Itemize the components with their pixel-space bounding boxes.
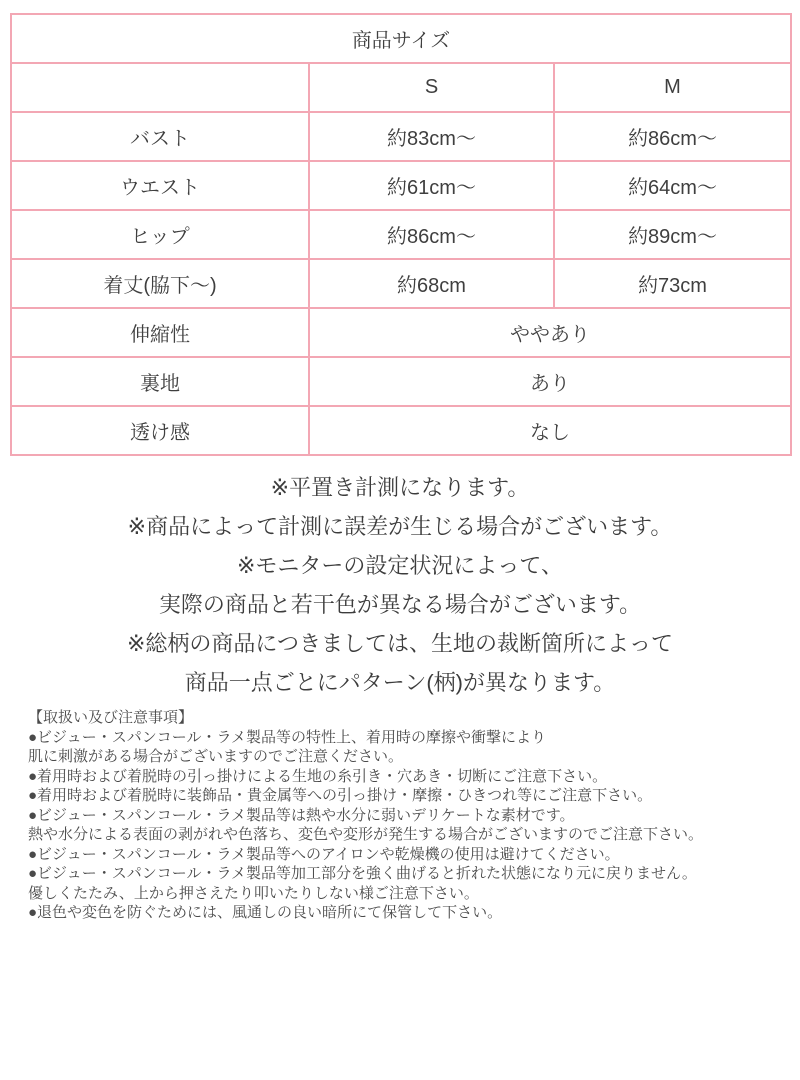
care-note-line: 優しくたたみ、上から押さえたり叩いたりしない様ご注意下さい。: [28, 884, 479, 902]
size-table-title: 商品サイズ: [11, 14, 791, 63]
size-column-header-m: M: [554, 63, 791, 112]
care-note-line: ●ビジュー・スパンコール・ラメ製品等は熱や水分に弱いデリケートな素材です。: [28, 806, 575, 824]
note-line: ※モニターの設定状況によって、: [237, 553, 563, 578]
table-row-size-header: [11, 63, 791, 112]
care-note-line: ●ビジュー・スパンコール・ラメ製品等加工部分を強く曲げると折れた状態になり元に戻りません。: [28, 865, 697, 882]
care-notes-heading: 【取扱い及び注意事項】: [28, 709, 194, 726]
table-row-bust: [11, 112, 791, 161]
table-row-waist: [11, 161, 791, 210]
row-label: 伸縮性: [11, 308, 309, 357]
note-line: ※総柄の商品につきましては、生地の裁断箇所によって: [127, 631, 673, 656]
table-row-hip: [11, 210, 791, 259]
row-value-m: 約89cm〜: [554, 210, 791, 259]
row-label: ウエスト: [11, 161, 309, 210]
row-value-m: 約64cm〜: [554, 161, 791, 210]
row-value-s: 約86cm〜: [309, 210, 554, 259]
note-line: 商品一点ごとにパターン(柄)が異なります。: [184, 670, 616, 695]
row-label: 裏地: [11, 357, 309, 406]
table-row-stretch: [11, 308, 791, 357]
table-row-sheerness: [11, 406, 791, 455]
row-value-s: 約61cm〜: [309, 161, 554, 210]
table-row-title: [11, 14, 791, 63]
row-label: ヒップ: [11, 210, 309, 259]
row-label: 着丈(脇下〜): [11, 259, 309, 308]
row-label: 透け感: [11, 406, 309, 455]
measurement-notes: [0, 468, 800, 702]
table-row-lining: [11, 357, 791, 406]
row-value-s: 約83cm〜: [309, 112, 554, 161]
care-note-line: ●ビジュー・スパンコール・ラメ製品等の特性上、着用時の摩擦や衝撃により: [28, 728, 547, 746]
row-value-s: 約68cm: [309, 259, 554, 308]
care-note-line: 肌に刺激がある場合がございますのでご注意ください。: [28, 748, 404, 765]
row-value-merged: あり: [309, 357, 791, 406]
size-table: [10, 13, 792, 456]
row-label: バスト: [11, 112, 309, 161]
row-value-merged: なし: [309, 406, 791, 455]
note-line: ※商品によって計測に誤差が生じる場合がございます。: [127, 514, 673, 539]
size-table-corner-cell: [11, 63, 309, 112]
note-line: 実際の商品と若干色が異なる場合がございます。: [158, 592, 642, 617]
care-note-line: ●ビジュー・スパンコール・ラメ製品等へのアイロンや乾燥機の使用は避けてください。: [28, 845, 620, 863]
care-note-line: ●着用時および着脱時の引っ掛けによる生地の糸引き・穴あき・切断にご注意下さい。: [28, 767, 608, 785]
care-notes: [28, 708, 770, 923]
note-line: ※平置き計測になります。: [270, 475, 530, 500]
table-row-length: [11, 259, 791, 308]
size-column-header-s: S: [309, 63, 554, 112]
row-value-merged: ややあり: [309, 308, 791, 357]
care-note-line: ●退色や変色を防ぐためには、風通しの良い暗所にて保管して下さい。: [28, 904, 503, 921]
product-size-page: [0, 13, 800, 1080]
care-note-line: ●着用時および着脱時に装飾品・貴金属等への引っ掛け・摩擦・ひきつれ等にご注意下さい。: [28, 787, 653, 804]
row-value-m: 約86cm〜: [554, 112, 791, 161]
care-note-line: 熱や水分による表面の剥がれや色落ち、変色や変形が発生する場合がございますのでご注意下さい。: [28, 826, 704, 843]
row-value-m: 約73cm: [554, 259, 791, 308]
